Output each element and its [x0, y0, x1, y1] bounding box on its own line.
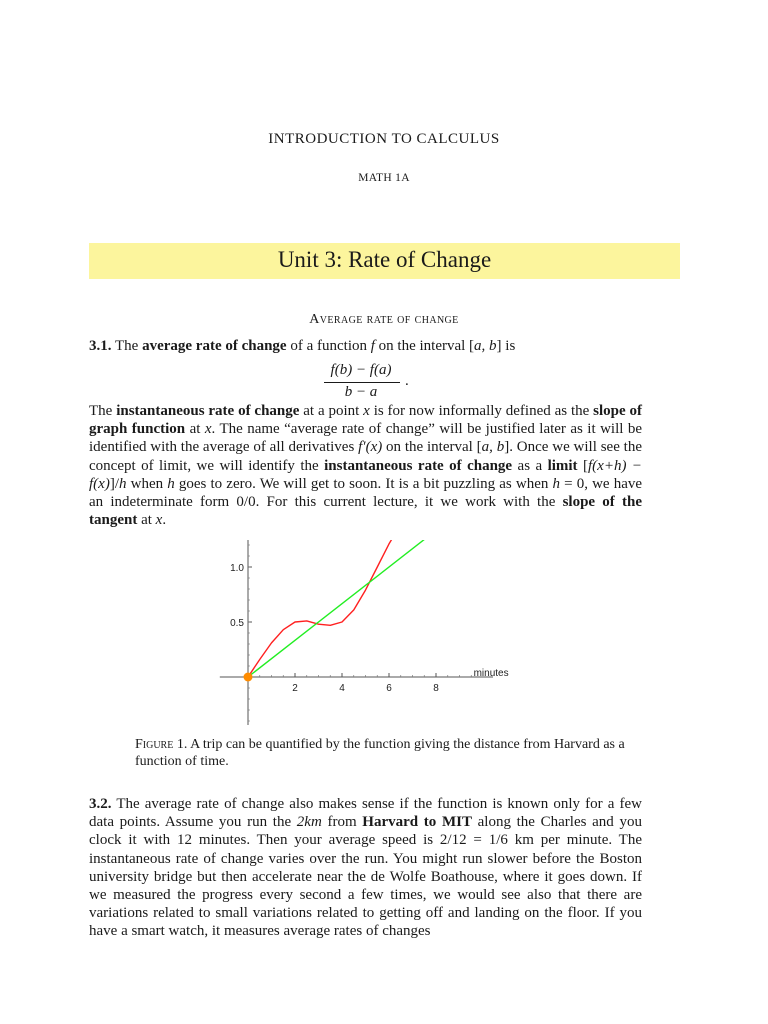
fraction-denominator: b − a: [344, 384, 378, 400]
y-tick-label: 0.5: [230, 618, 244, 629]
x-axis-label: minutes: [473, 668, 509, 679]
term-slope-graph: slope of graph function: [89, 403, 642, 438]
x-tick-label: 2: [292, 683, 298, 694]
paragraph-3-1: 3.1. The average rate of change of a function f on the interval [a, b] is: [89, 338, 516, 354]
term-average-rate: average rate of change: [142, 338, 287, 354]
term-harvard-to-mit: Harvard to MIT: [362, 814, 472, 831]
y-tick-label: 1.0: [230, 563, 244, 574]
fraction-period: .: [405, 373, 409, 389]
annotation-harvard: [249, 724, 302, 725]
fraction-bar: [324, 382, 400, 383]
x-tick-label: 4: [339, 683, 345, 694]
paragraph-number: 3.1.: [89, 338, 112, 354]
distance-time-chart: [210, 540, 530, 725]
term-instantaneous-rate: instantaneous rate of change: [116, 403, 300, 419]
figure-caption: [135, 736, 635, 770]
caption-text: A trip can be quantified by the function giving the distance from Harvard as a function of time.: [135, 737, 625, 769]
term-instantaneous-rate-2: instantaneous rate of change: [324, 457, 513, 474]
section-heading: Average rate of change: [309, 312, 459, 327]
doc-subtitle: MATH 1A: [358, 172, 410, 184]
x-tick-label: 6: [386, 683, 392, 694]
x-tick-label: 8: [433, 683, 439, 694]
paragraph-number: 3.2.: [89, 796, 112, 812]
unit-banner: [89, 243, 680, 279]
paragraph-instantaneous: The instantaneous rate of change at a point x is for now informally defined as the slope of graph function at x. The name “average rate of change” will be justified later as it will be identified with the average of all derivatives f′(x) on the interval [a, b]. Once we will see the concept of limit, we will identify the instantaneous rate of change as a limit [f(x+h) − f(x)]/h when h goes to zero. We will get to soon. It is a bit puzzling as when h = 0, we have an indeterminate form 0/0. For this current lecture, it we work with the slope of the tangent at x.: [89, 403, 643, 529]
unit-title: Unit 3: Rate of Change: [277, 247, 492, 272]
secant-line: [248, 540, 460, 677]
figure-label: Figure 1.: [135, 737, 188, 752]
start-point: [244, 673, 253, 682]
doc-title: INTRODUCTION TO CALCULUS: [268, 131, 500, 147]
distance-curve: [248, 540, 460, 677]
paragraph-3-2: 3.2. The average rate of change also makes sense if the function is known only for a few data points. Assume you run the 2km from Harvard to MIT along the Charles and you clock it with 12 minutes. Then your average speed is 2/12 = 1/6 km per minute. The instantaneous rate of change varies over the run. You might run slower before the Boston university bridge but then accelerate near the de Wolfe Boathouse, where it goes down. If we measured the progress every second a few times, we would see also that there are variations related to small variations related to getting off and landing on the floor. If you have a smart watch, it measures average rates of changes: [89, 796, 642, 940]
annotation-mit: [434, 724, 460, 725]
fraction-numerator: f(b) − f(a): [330, 362, 392, 378]
term-slope-tangent: slope of the tangent: [89, 494, 642, 529]
term-limit: limit: [547, 457, 578, 474]
